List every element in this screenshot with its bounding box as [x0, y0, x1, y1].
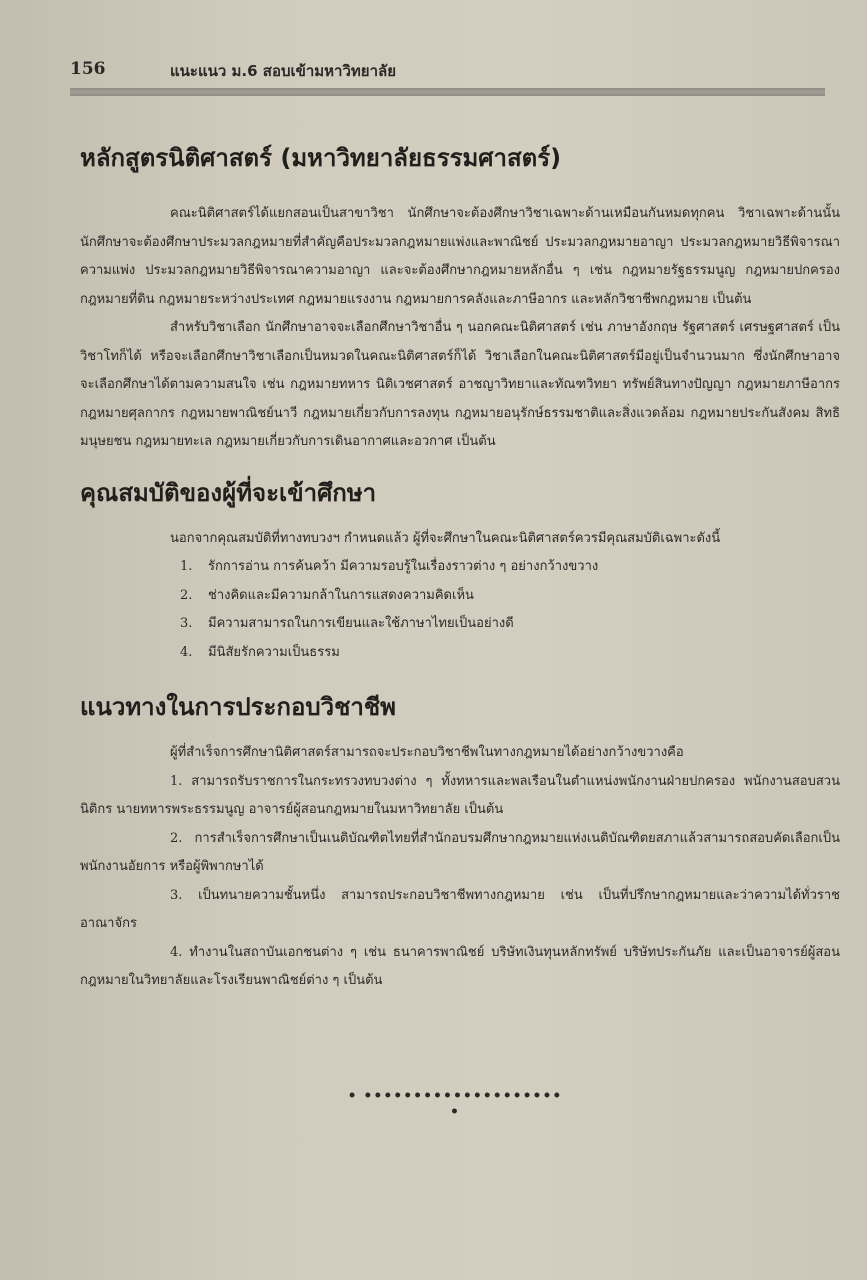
careers-intro: ผู้ที่สำเร็จการศึกษานิติศาสตร์สามารถจะประกอบวิชาชีพในทางกฎหมายได้อย่างกว้างขวางคือ	[170, 745, 684, 760]
list-item-text: ช่างคิดและมีความกล้าในการแสดงความคิดเห็น	[208, 587, 474, 603]
qualifications-list	[80, 553, 840, 667]
list-item-text: มีนิสัยรักความเป็นธรรม	[208, 644, 340, 660]
list-item-text: รักการอ่าน การค้นคว้า มีความรอบรู้ในเรื่องราวต่าง ๆ อย่างกว้างขวาง	[208, 559, 599, 574]
list-item	[80, 553, 840, 582]
careers-item-1: 1. สามารถรับราชการในกระทรวงทบวงต่าง ๆ ทั้งทหารและพลเรือนในตำแหน่งพนักงานฝ่ายปกครอง พนักงานสอบสวน นิติกร นายทหารพระธรรมนูญ อาจารย์ผู้สอนกฎหมายในมหาวิทยาลัย เป็นต้น	[80, 773, 840, 817]
section-heading-careers: แนวทางในการประกอบวิชาชีพ	[80, 693, 396, 721]
section-heading-curriculum: หลักสูตรนิติศาสตร์ (มหาวิทยาลัยธรรมศาสตร์)	[80, 144, 562, 172]
list-item-number: 4.	[180, 644, 193, 660]
list-item-number: 3.	[180, 616, 193, 631]
list-item	[80, 639, 840, 668]
section-end-divider: • •••••••••••••••••••• •	[347, 1088, 563, 1120]
page-number: 156	[70, 59, 106, 79]
list-item-number: 2.	[180, 587, 193, 603]
curriculum-paragraph-2: สำหรับวิชาเลือก นักศึกษาอาจจะเลือกศึกษาวิชาอื่น ๆ นอกคณะนิติศาสตร์ เช่น ภาษาอังกฤษ รัฐศาสตร์ เศรษฐศาสตร์ เป็นวิชาโทก็ได้ หรือจะเลือกศึกษาวิชาเลือกเป็นหมวดในคณะนิติศาสตร์ก็ได้ วิชาเลือกในคณะนิติศาสตร์มีอยู่เป็นจำนวนมาก ซึ่งนักศึกษาอาจจะเลือกศึกษาได้ตามความสนใจ เช่น กฎหมายทหาร นิติเวชศาสตร์ อาชญาวิทยาและทัณฑวิทยา ทรัพย์สินทางปัญญา กฎหมายภาษีอากร กฎหมายศุลกากร กฎหมายพาณิชย์นาวี กฎหมายเกี่ยวกับการลงทุน กฎหมายอนุรักษ์ธรรมชาติและสิ่งแวดล้อม กฎหมายประกันสังคม สิทธิมนุษยชน กฎหมายทะเล กฎหมายเกี่ยวกับการเดินอากาศและอวกาศ เป็นต้น	[80, 320, 840, 449]
careers-item-4: 4. ทำงานในสถาบันเอกชนต่าง ๆ เช่น ธนาคารพาณิชย์ บริษัทเงินทุนหลักทรัพย์ บริษัทประกันภัย และเป็นอาจารย์ผู้สอนกฎหมายในวิทยาลัยและโรงเรียนพาณิชย์ต่าง ๆ เป็นต้น	[80, 944, 840, 988]
qualifications-intro: นอกจากคุณสมบัติที่ทางทบวงฯ กำหนดแล้ว ผู้ที่จะศึกษาในคณะนิติศาสตร์ควรมีคุณสมบัติเฉพาะดังนี้	[170, 530, 721, 546]
page-content	[80, 140, 840, 996]
curriculum-paragraph-1: คณะนิติศาสตร์ได้แยกสอนเป็นสาขาวิชา นักศึกษาจะต้องศึกษาวิชาเฉพาะด้านเหมือนกันหมดทุกคน วิชาเฉพาะด้านนั้นนักศึกษาจะต้องศึกษาประมวลกฎหมายที่สำคัญคือประมวลกฎหมายแพ่งและพาณิชย์ ประมวลกฎหมายอาญา ประมวลกฎหมายวิธีพิจารณาความแพ่ง ประมวลกฎหมายวิธีพิจารณาความอาญา และจะต้องศึกษากฎหมายหลักอื่น ๆ เช่น กฎหมายรัฐธรรมนูญ กฎหมายปกครอง กฎหมายที่ดิน กฎหมายระหว่างประเทศ กฎหมายแรงงาน กฎหมายการคลังและภาษีอากร และหลักวิชาชีพกฎหมาย เป็นต้น	[80, 206, 840, 307]
list-item	[80, 610, 840, 639]
list-item-number: 1.	[180, 559, 193, 574]
section-heading-qualifications: คุณสมบัติของผู้ที่จะเข้าศึกษา	[80, 478, 377, 507]
running-title: แนะแนว ม.6 สอบเข้ามหาวิทยาลัย	[170, 62, 396, 80]
careers-item-2: 2. การสำเร็จการศึกษาเป็นเนติบัณฑิตไทยที่สำนักอบรมศึกษากฎหมายแห่งเนติบัณฑิตยสภาแล้วสามารถสอบคัดเลือกเป็นพนักงานอัยการ หรือผู้พิพากษาได้	[80, 830, 840, 874]
list-item	[80, 582, 840, 611]
header-rule	[70, 88, 825, 96]
page-header	[70, 56, 825, 82]
careers-item-3: 3. เป็นทนายความชั้นหนึ่ง สามารถประกอบวิชาชีพทางกฎหมาย เช่น เป็นที่ปรึกษากฎหมายและว่าความได้ทั่วราชอาณาจักร	[80, 887, 840, 931]
list-item-text: มีความสามารถในการเขียนและใช้ภาษาไทยเป็นอย่างดี	[208, 616, 514, 631]
